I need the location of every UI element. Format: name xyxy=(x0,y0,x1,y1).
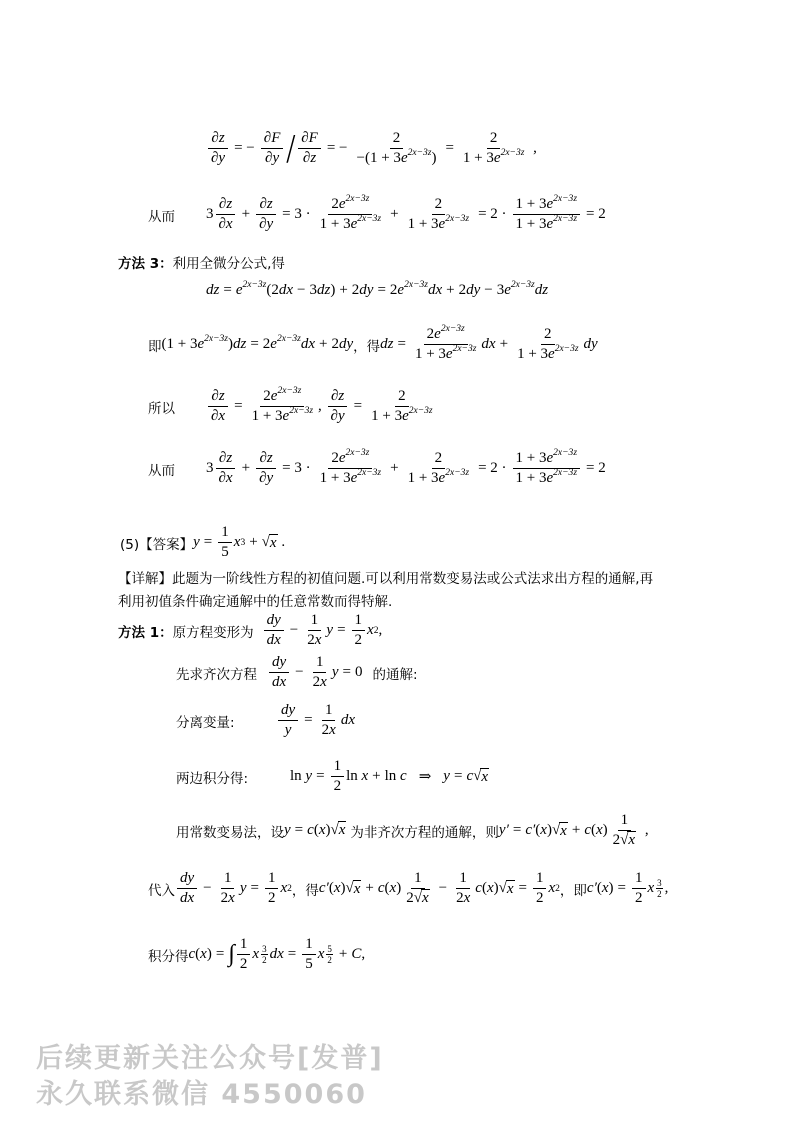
integrate-label: 两边积分得: xyxy=(176,770,249,787)
label-de: ，得 xyxy=(353,338,381,355)
method1-label: 方法 1： xyxy=(118,624,173,641)
formula-total-differential: dz = $e^{2x-3z}(2dx - 3dz) + 2dy = 2e^{2x-3z}dx + 2dy - 3e^{2x-3z}dz$ xyxy=(206,280,549,298)
substitute-line: 代入 $\frac{dy}{dx}$ − $\frac{1}{2x}$ y = $\frac{1}{2}$ x 2 ，得 c ′ ( x ) √ x + c ( x ) $\frac{1}{2√x}$ − $\frac{1}{2x}$ c ( x ) √ x = $\frac{1}{2}$ x 2 ，即 c ′ ( x ) = $\frac{1}{2}$ x $\frac{3}{2}$ , xyxy=(148,870,669,907)
separate-label: 分离变量: xyxy=(176,714,235,731)
variation-mid: 为非齐次方程的通解，则 xyxy=(350,824,499,841)
formula-partials: 所以 $\frac{\partial z}{\partial x}$ = $\frac{2e^{2x-3z}}{1 + 3e^{2x-3z}}$ , $\frac{\partial z}{\partial y}$ = $\frac{2}{1 + 3e^{2x-3z}}$ xyxy=(148,386,433,425)
answer-label: (5)【答案】 xyxy=(120,536,194,553)
method3-label: 方法 3： xyxy=(118,256,173,272)
separate-line: 分离变量: $\frac{dy}{y}$ = $\frac{1}{2x}$ dx xyxy=(176,702,355,739)
detail-text-1: 此题为一阶线性方程的初值问题.可以利用常数变易法或公式法求出方程的通解,再 xyxy=(172,571,654,587)
formula-dz-dy: $\frac{\partial z}{\partial y}$ = − $\frac{\partial F}{\partial y}$ / $\frac{\partial F}{\partial z}$ = − $\frac{2}{-(1 + 3e^{2x-3z})}$ = $\frac{2}{1 + 3e^{2x-3z}}$ , xyxy=(206,130,537,168)
label-ji: 即 xyxy=(148,338,162,355)
substitute-prefix: 代入 xyxy=(148,882,175,899)
variation-line: 用常数变易法，设 y = c(x)√x 为非齐次方程的通解，则 y ′ = c ′ ( x ) √ x + c ( x ) $\frac{1}{2√x}$ , xyxy=(176,812,649,849)
method1-text: 原方程变形为 xyxy=(172,624,254,641)
homogeneous-line: 先求齐次方程 $\frac{dy}{dx}$ − $\frac{1}{2x}$ y = 0 的通解: xyxy=(176,654,418,691)
label-conger: 从而 xyxy=(148,208,175,225)
label-suoyi: 所以 xyxy=(148,400,175,417)
integrate-line: 两边积分得: ln y = $\frac{1}{2}$ ln x + ln c ⇒ y = c √ x xyxy=(176,758,489,795)
detail-text-2: 利用初值条件确定通解中的任意常数而得特解. xyxy=(118,594,393,610)
integral-line: 积分得 c ( x ) = ∫ $\frac{1}{2}$ x $\frac{3}{2}$ dx = $\frac{1}{5}$ x $\frac{5}{2}$ + C , xyxy=(148,936,366,973)
answer-line: (5)【答案】 y = $\frac{1}{5}$ x 3 + √ x . xyxy=(120,524,286,561)
detail-label: 【详解】 xyxy=(118,571,172,587)
homog-text: 先求齐次方程 xyxy=(176,666,257,683)
variation-prefix: 用常数变易法，设 xyxy=(176,824,284,841)
method1-line: 方法 1： 原方程变形为 $\frac{dy}{dx}$ − $\frac{1}{2x}$ y = $\frac{1}{2}$ x 2 , xyxy=(118,612,383,649)
homog-suffix: 的通解: xyxy=(372,666,418,683)
conclusion-line-1: 从而 3 $\frac{\partial z}{\partial x}$ + $\frac{\partial z}{\partial y}$ = 3 · $\frac{2e^{2x-3z}}{1 + 3e^{2x-3z}}$ + $\frac{2}{1 + 3e^{2x-3z}}$ = 2 · $\frac{1 + 3e^{2x-3z}}{1 + 3e^{2x-3z}}$ = 2 xyxy=(148,194,606,233)
substitute-get: ，得 xyxy=(291,882,319,899)
label-conger-2: 从而 xyxy=(148,462,175,479)
watermark-line-1: 后续更新关注公众号[发普] xyxy=(36,1043,384,1074)
method3-text: 利用全微分公式,得 xyxy=(172,256,285,272)
formula-solve-dz: 即 $(1 + 3e^{2x-3z})dz = 2e^{2x-3z}dx + 2dy$ ，得 dz = $\frac{2e^{2x-3z}}{1 + 3e^{2x-3z}}$ dx + $\frac{2}{1 + 3e^{2x-3z}}$ dy xyxy=(148,324,598,363)
conclusion-line-2: 从而 3 $\frac{\partial z}{\partial x}$ + $\frac{\partial z}{\partial y}$ = 3 · $\frac{2e^{2x-3z}}{1 + 3e^{2x-3z}}$ + $\frac{2}{1 + 3e^{2x-3z}}$ = 2 · $\frac{1 + 3e^{2x-3z}}{1 + 3e^{2x-3z}}$ = 2 xyxy=(148,448,606,487)
method3-heading xyxy=(118,252,285,272)
substitute-ji: ，即 xyxy=(559,882,587,899)
detail-paragraph xyxy=(118,568,653,614)
integral-prefix: 积分得 xyxy=(148,948,189,965)
watermark-line-2: 永久联系微信 4550060 xyxy=(36,1079,367,1110)
